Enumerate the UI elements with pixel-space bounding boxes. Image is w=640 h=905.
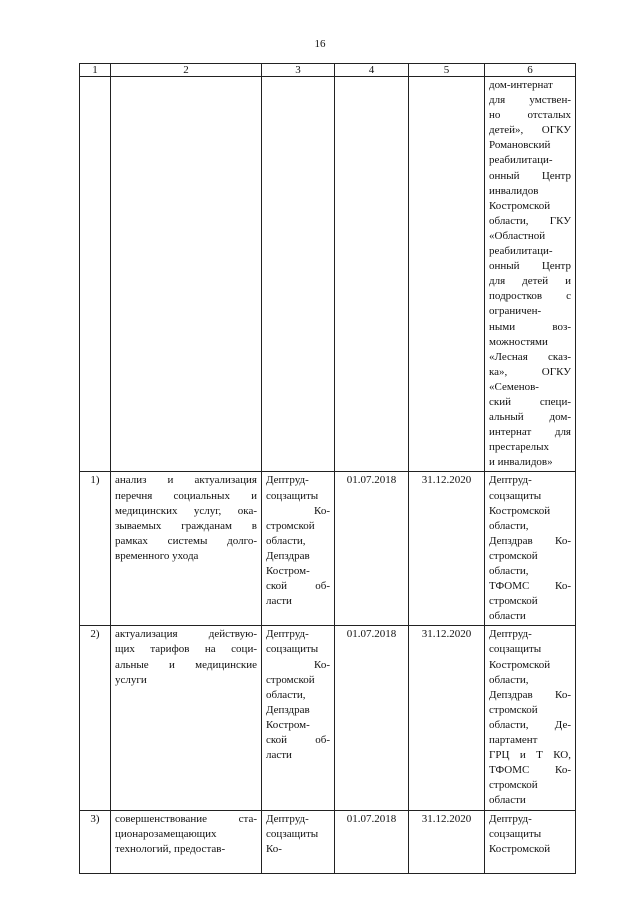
row-end-date: 31.12.2020 xyxy=(409,626,485,810)
row-responsible xyxy=(485,810,576,873)
table-header-row xyxy=(80,64,576,77)
cell-line: ка», ОГКУ xyxy=(489,365,571,378)
cell-line: Костром- xyxy=(266,565,310,577)
cell-line: ТФОМС Ко- xyxy=(489,764,571,777)
cell-executor xyxy=(262,77,335,472)
cell-line: области, Де- xyxy=(489,718,571,731)
cell-line: реабилитаци- xyxy=(489,245,553,258)
cell-line: Романовский xyxy=(489,139,551,152)
cell-line: технологий, предостав- xyxy=(115,842,226,855)
cell-line: зываемых гражданам в xyxy=(115,519,257,532)
cell-line: Дептруд- xyxy=(266,812,309,825)
cell-line: ласти xyxy=(266,595,292,608)
cell-line: для умствен- xyxy=(489,94,571,107)
row-number: 1) xyxy=(80,472,111,626)
row-description xyxy=(111,810,262,873)
cell-line: Дептруд- xyxy=(489,474,532,487)
cell-line: Костромской xyxy=(489,842,551,855)
cell-line: для детей и xyxy=(489,275,571,288)
cell-line: Депздрав xyxy=(266,703,310,716)
cell-line: области, xyxy=(489,673,529,686)
header-cell: 2 xyxy=(111,64,262,77)
cell-line: области, xyxy=(266,534,306,547)
cell-line: ласти xyxy=(266,749,292,762)
cell-line: области, ГКУ xyxy=(489,214,571,227)
cell-line: стромской xyxy=(489,595,538,608)
cell-line: альный дом- xyxy=(489,411,571,424)
cell-start-date xyxy=(335,77,409,472)
table-row xyxy=(80,810,576,873)
cell-line: ционарозамещающих xyxy=(115,827,217,840)
cell-line: щих тарифов на соци- xyxy=(115,643,257,656)
cell-line: рамках системы долго- xyxy=(115,534,257,547)
cell-line: области, xyxy=(489,565,529,577)
cell-line: реабилитаци- xyxy=(489,154,553,167)
cell-line: онный Центр xyxy=(489,169,571,182)
cell-line: Депздрав Ко- xyxy=(489,534,571,547)
cell-line: соцзащиты xyxy=(489,489,542,502)
cell-end-date xyxy=(409,77,485,472)
cell-line: стромской xyxy=(489,549,538,562)
cell-line: дом-интернат xyxy=(489,79,553,91)
cell-line: перечня социальных и xyxy=(115,489,257,502)
row-start-date: 01.07.2018 xyxy=(335,472,409,626)
cell-line: области xyxy=(489,610,526,623)
cell-line: услуги xyxy=(115,673,147,686)
row-description xyxy=(111,472,262,626)
cell-line: интернат для xyxy=(489,426,571,439)
row-executor xyxy=(262,810,335,873)
cell-line: ский специ- xyxy=(489,395,571,408)
cell-line: совершенствование ста- xyxy=(115,812,257,825)
cell-line: Ко- xyxy=(314,658,330,671)
cell-line: «Семенов- xyxy=(489,380,539,393)
cell-line: ской об- xyxy=(266,734,330,747)
cell-line: стромской xyxy=(489,779,538,792)
row-start-date: 01.07.2018 xyxy=(335,626,409,810)
cell-line: Дептруд- xyxy=(266,628,309,641)
cell-line: детей», ОГКУ xyxy=(489,124,571,137)
row-number: 3) xyxy=(80,810,111,873)
cell-line: Костром- xyxy=(266,718,310,731)
cell-line: партамент xyxy=(489,734,538,747)
cell-line: но отсталых xyxy=(489,109,571,122)
cell-line: соцзащиты xyxy=(266,489,319,502)
cell-line: соцзащиты xyxy=(489,643,542,656)
cell-line: медицинских услуг, ока- xyxy=(115,504,257,517)
cell-line: Дептруд- xyxy=(489,812,532,825)
cell-line: области, xyxy=(489,519,529,532)
table-row xyxy=(80,472,576,626)
cell-description xyxy=(111,77,262,472)
cell-line: инвалидов xyxy=(489,184,539,197)
cell-line: ограничен- xyxy=(489,305,542,318)
cell-line: соцзащиты xyxy=(266,643,319,656)
header-cell: 1 xyxy=(80,64,111,77)
cell-num xyxy=(80,77,111,472)
header-cell: 5 xyxy=(409,64,485,77)
cell-line: Костромской xyxy=(489,504,551,517)
cell-line: Костромской xyxy=(489,199,551,212)
row-number: 2) xyxy=(80,626,111,810)
table-row xyxy=(80,626,576,810)
header-cell: 4 xyxy=(335,64,409,77)
header-cell: 3 xyxy=(262,64,335,77)
cell-line: Дептруд- xyxy=(489,628,532,641)
cell-line: области, xyxy=(266,688,306,701)
row-executor xyxy=(262,626,335,810)
row-start-date: 01.07.2018 xyxy=(335,810,409,873)
cell-line: актуализация действую- xyxy=(115,628,257,641)
cell-line: Депздрав Ко- xyxy=(489,688,571,701)
cell-line: подростков с xyxy=(489,290,571,303)
cell-line: Ко- xyxy=(314,504,330,517)
row-end-date: 31.12.2020 xyxy=(409,810,485,873)
cell-line: и инвалидов» xyxy=(489,456,553,469)
cell-responsible xyxy=(485,77,576,472)
row-executor xyxy=(262,472,335,626)
cell-line: ской об- xyxy=(266,580,330,593)
cell-line: Дептруд- xyxy=(266,474,309,487)
cell-line: анализ и актуализация xyxy=(115,474,257,487)
cell-line: стромской xyxy=(266,519,315,532)
cell-line: онный Центр xyxy=(489,260,571,273)
cell-line: Депздрав xyxy=(266,549,310,562)
continuation-row xyxy=(80,77,576,472)
cell-line: ными воз- xyxy=(489,320,571,333)
row-end-date: 31.12.2020 xyxy=(409,472,485,626)
measures-table xyxy=(79,63,576,874)
cell-line: «Лесная сказ- xyxy=(489,350,571,363)
row-responsible xyxy=(485,472,576,626)
row-description xyxy=(111,626,262,810)
cell-line: соцзащиты Ко- xyxy=(266,827,319,855)
cell-line: можностями xyxy=(489,335,548,348)
header-cell: 6 xyxy=(485,64,576,77)
cell-line: ГРЦ и Т КО, xyxy=(489,749,571,762)
cell-line: ТФОМС Ко- xyxy=(489,580,571,593)
cell-line: «Областной xyxy=(489,229,546,242)
cell-line: стромской xyxy=(489,703,538,716)
cell-line: соцзащиты xyxy=(489,827,542,840)
cell-line: области xyxy=(489,794,526,807)
cell-line: временного ухода xyxy=(115,549,199,562)
cell-line: престарелых xyxy=(489,441,550,454)
cell-line: альные и медицинские xyxy=(115,658,257,671)
cell-line: Костромской xyxy=(489,658,551,671)
row-responsible xyxy=(485,626,576,810)
page-number: 16 xyxy=(314,38,326,50)
cell-line: стромской xyxy=(266,673,315,686)
